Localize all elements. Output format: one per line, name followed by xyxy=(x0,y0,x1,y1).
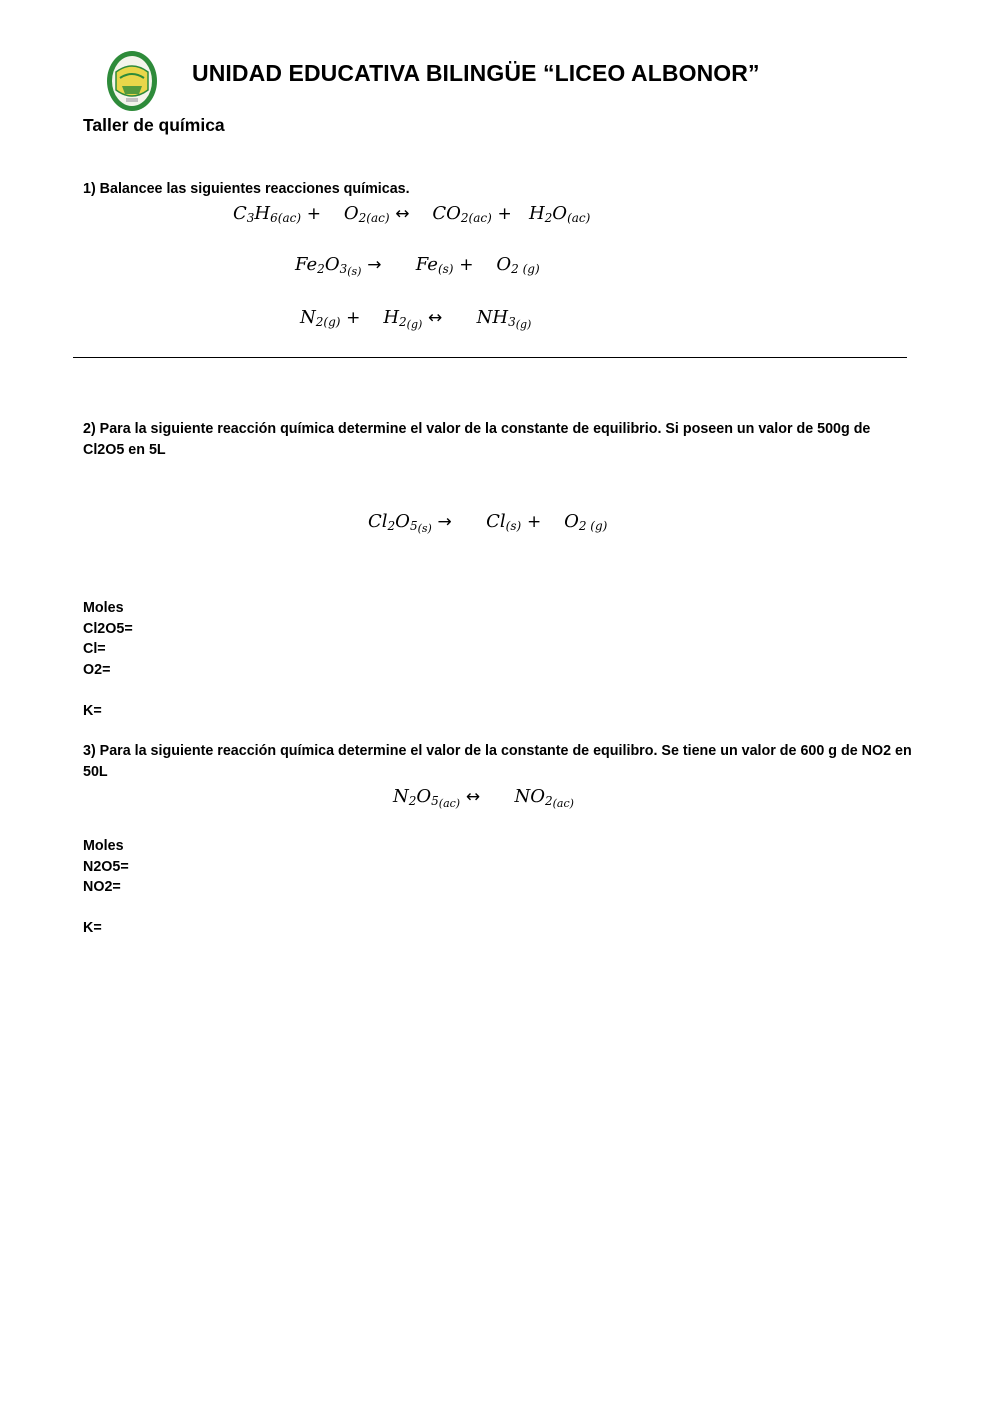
equation-5: $N_2O_{5_{(ac)}}$ ↔ $NO_{2_{(ac)}}$ xyxy=(393,786,574,810)
equation-1: $C_3H_{6(ac)}$ + $O_{2(ac)}$ ↔ $CO_{2(ac)}$ + $H_2O_{(ac)}$ xyxy=(233,203,591,225)
answer-line-cl: Cl= xyxy=(83,641,106,657)
answer-line-cl2o5: Cl2O5= xyxy=(83,621,133,637)
answer-line-n2o5: N2O5= xyxy=(83,859,129,875)
answer-line-k-q3: K= xyxy=(83,920,102,936)
school-crest-icon xyxy=(106,50,158,112)
moles-label-q3: Moles xyxy=(83,838,124,854)
equation-4: $Cl_2O_{5_{(s)}}$ → $Cl_{(s)}$ + $O_{2 (g)}$ xyxy=(368,511,608,535)
answer-line-o2: O2= xyxy=(83,662,111,678)
answer-line-k-q2: K= xyxy=(83,703,102,719)
equation-2: $Fe_2O_{3_{(s)}}$ → $Fe_{(s)}$ + $O_{2 (g)}$ xyxy=(295,254,540,278)
equation-3: $N_{2(g)}$ + $H_{2_{(g)}}$ ↔ $NH_{3_{(g)}}$ xyxy=(300,307,532,331)
worksheet-title: Taller de química xyxy=(83,115,225,135)
question-1-prompt: 1) Balancee las siguientes reacciones químicas. xyxy=(83,181,410,197)
question-2-prompt: 2) Para la siguiente reacción química determine el valor de la constante de equilibrio. Si poseen un valor de 500g de Cl2O5 en 5L xyxy=(83,421,871,458)
moles-label-q2: Moles xyxy=(83,600,124,616)
section-divider xyxy=(73,357,907,358)
question-3-prompt: 3) Para la siguiente reacción química determine el valor de la constante de equilibro. Se tiene un valor de 600 g de NO2 en 50L xyxy=(83,743,912,780)
school-name: UNIDAD EDUCATIVA BILINGÜE “LICEO ALBONOR” xyxy=(192,60,760,86)
answer-line-no2: NO2= xyxy=(83,879,121,895)
